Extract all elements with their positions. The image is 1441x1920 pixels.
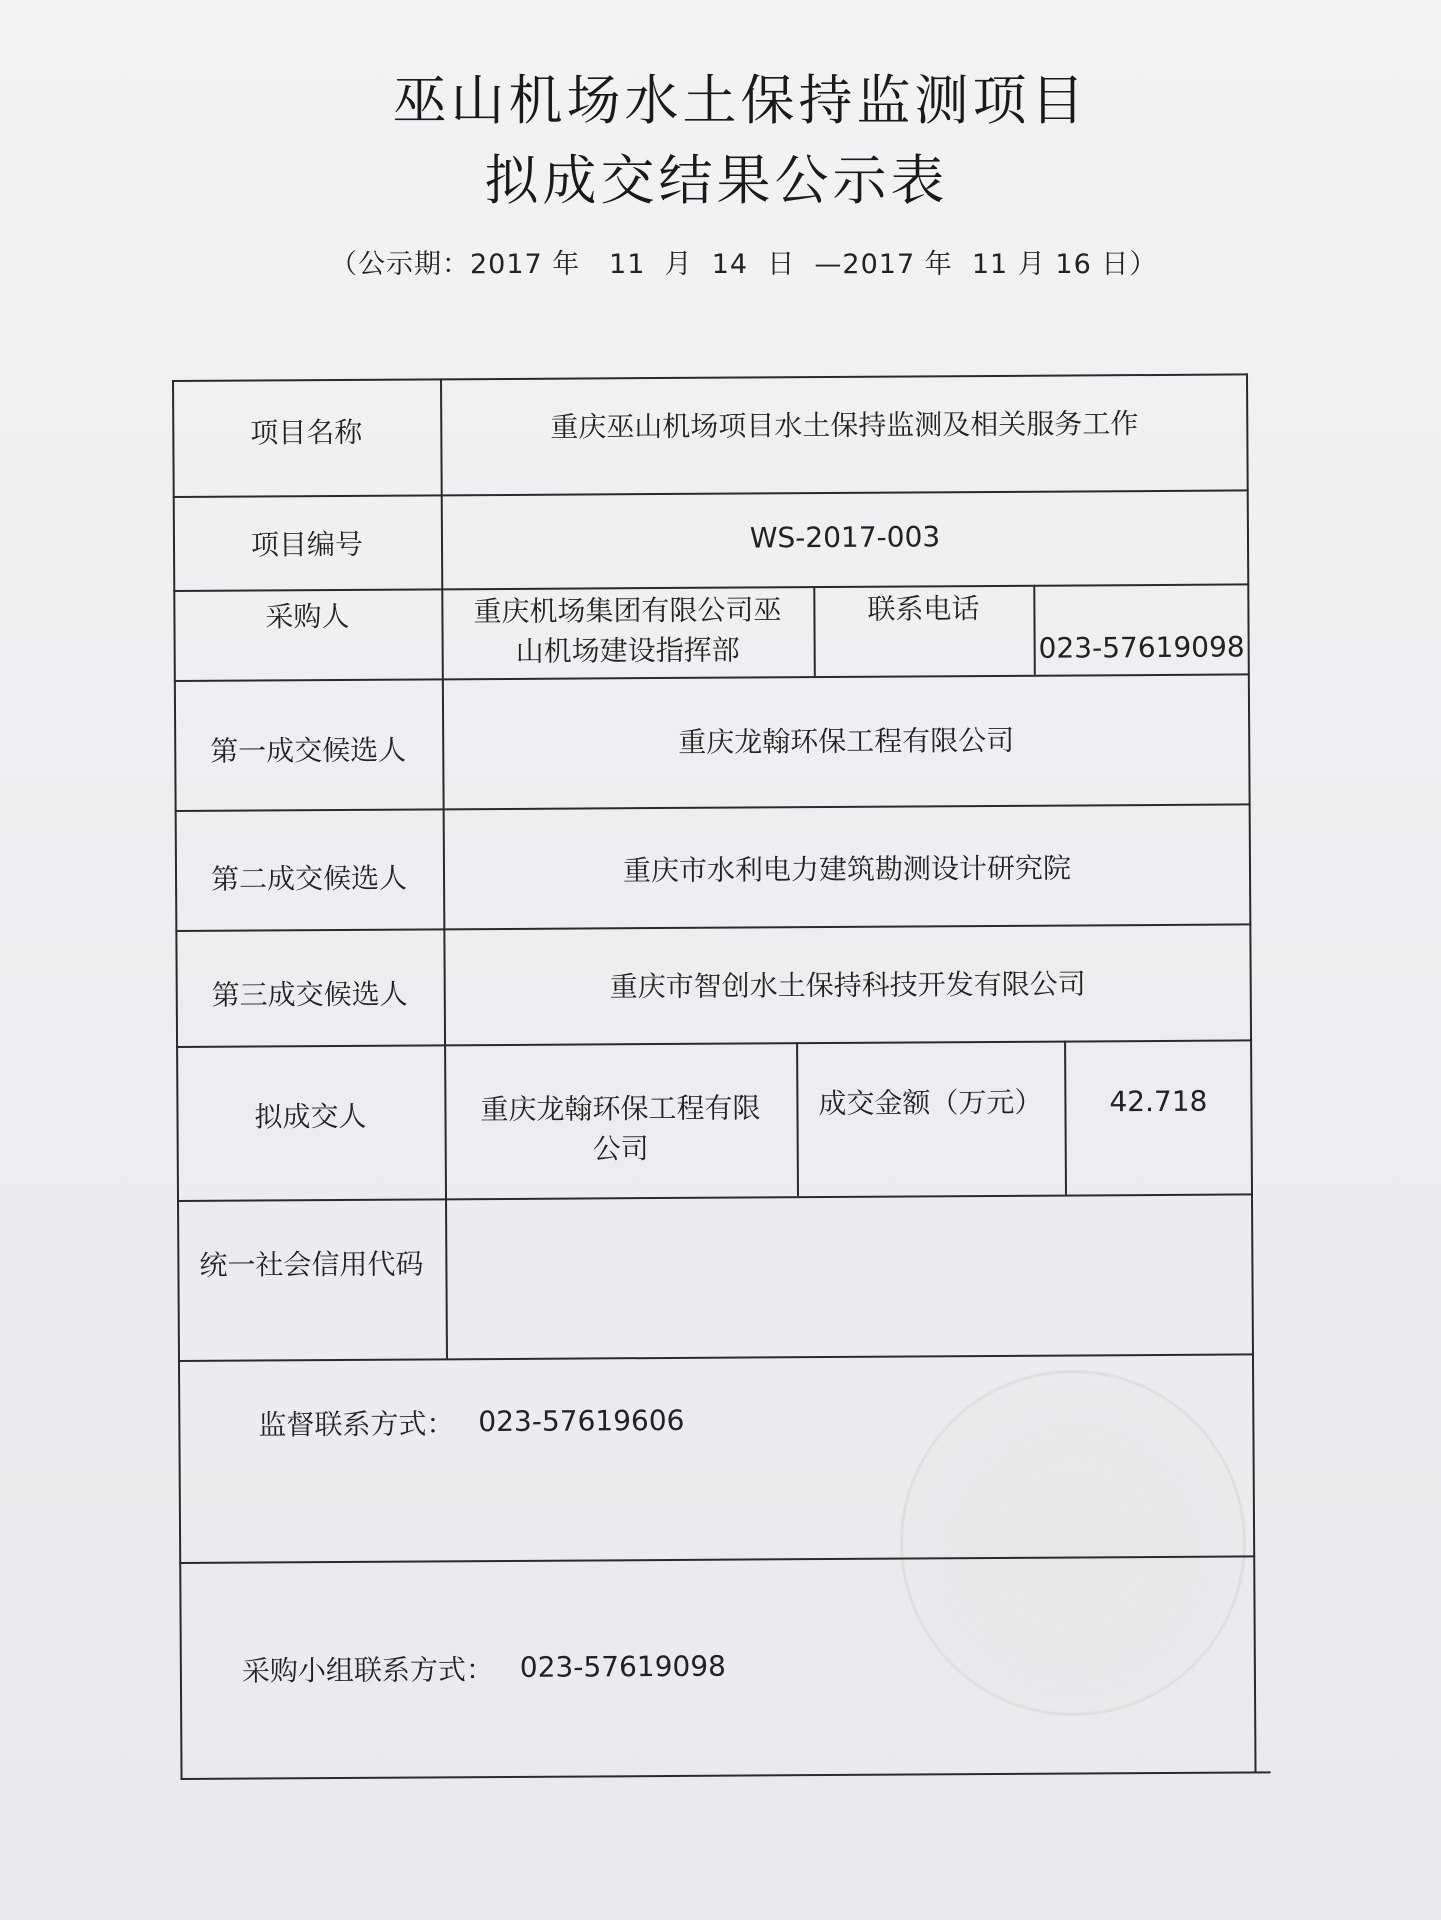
- purchaser-label: 采购人: [265, 599, 350, 634]
- candidate1-value: 重庆龙翰环保工程有限公司: [678, 723, 1015, 759]
- table-border-bottom: [181, 1771, 1271, 1780]
- winner-label: 拟成交人: [254, 1099, 367, 1134]
- amount-value: 42.718: [1109, 1084, 1208, 1119]
- row-divider: [174, 673, 1250, 682]
- candidate2-label: 第二成交候选人: [210, 861, 408, 896]
- winner-value-line1: 重庆龙翰环保工程有限: [480, 1091, 761, 1127]
- document-title-line2: 拟成交结果公示表: [484, 149, 949, 212]
- phone-value: 023-57619098: [1038, 630, 1245, 665]
- project-name-label: 项目名称: [250, 415, 363, 450]
- credit-code-value: [477, 1240, 1217, 1245]
- purchaser-value-line2: 山机场建设指挥部: [515, 633, 740, 668]
- result-table: [172, 373, 1269, 1780]
- project-name-value: 重庆巫山机场项目水土保持监测及相关服务工作: [550, 407, 1139, 444]
- project-number-label: 项目编号: [250, 527, 364, 562]
- credit-code-label: 统一社会信用代码: [199, 1247, 424, 1282]
- amount-label: 成交金额（万元）: [818, 1085, 1043, 1121]
- table-border-top: [172, 373, 1248, 382]
- row-divider: [179, 1555, 1255, 1564]
- row-divider: [175, 803, 1251, 812]
- candidate1-label: 第一成交候选人: [210, 733, 407, 768]
- procurement-group-contact-label: 采购小组联系方式：: [241, 1653, 494, 1688]
- supervision-contact-label: 监督联系方式：: [258, 1407, 455, 1442]
- row-divider: [173, 489, 1249, 498]
- row-divider: [177, 1193, 1253, 1202]
- phone-label: 联系电话: [867, 592, 980, 626]
- winner-value-line2: 公司: [592, 1132, 649, 1166]
- row-divider: [175, 923, 1251, 932]
- supervision-contact-value: 023-57619606: [478, 1403, 685, 1439]
- project-number-value: WS-2017-003: [749, 520, 941, 555]
- row-divider: [178, 1353, 1254, 1362]
- procurement-group-contact-value: 023-57619098: [519, 1649, 727, 1684]
- document-title-line1: 巫山机场水土保持监测项目: [392, 69, 1089, 132]
- candidate2-value: 重庆市水利电力建筑勘测设计研究院: [622, 851, 1072, 888]
- candidate3-value: 重庆市智创水土保持科技开发有限公司: [609, 967, 1086, 1004]
- row-divider: [176, 1039, 1252, 1048]
- publicity-period: （公示期：2017 年 11 月 14 日 —2017 年 11 月 16 日）: [330, 249, 1158, 280]
- candidate3-label: 第三成交候选人: [211, 977, 408, 1012]
- purchaser-value-line1: 重庆机场集团有限公司巫: [473, 593, 782, 629]
